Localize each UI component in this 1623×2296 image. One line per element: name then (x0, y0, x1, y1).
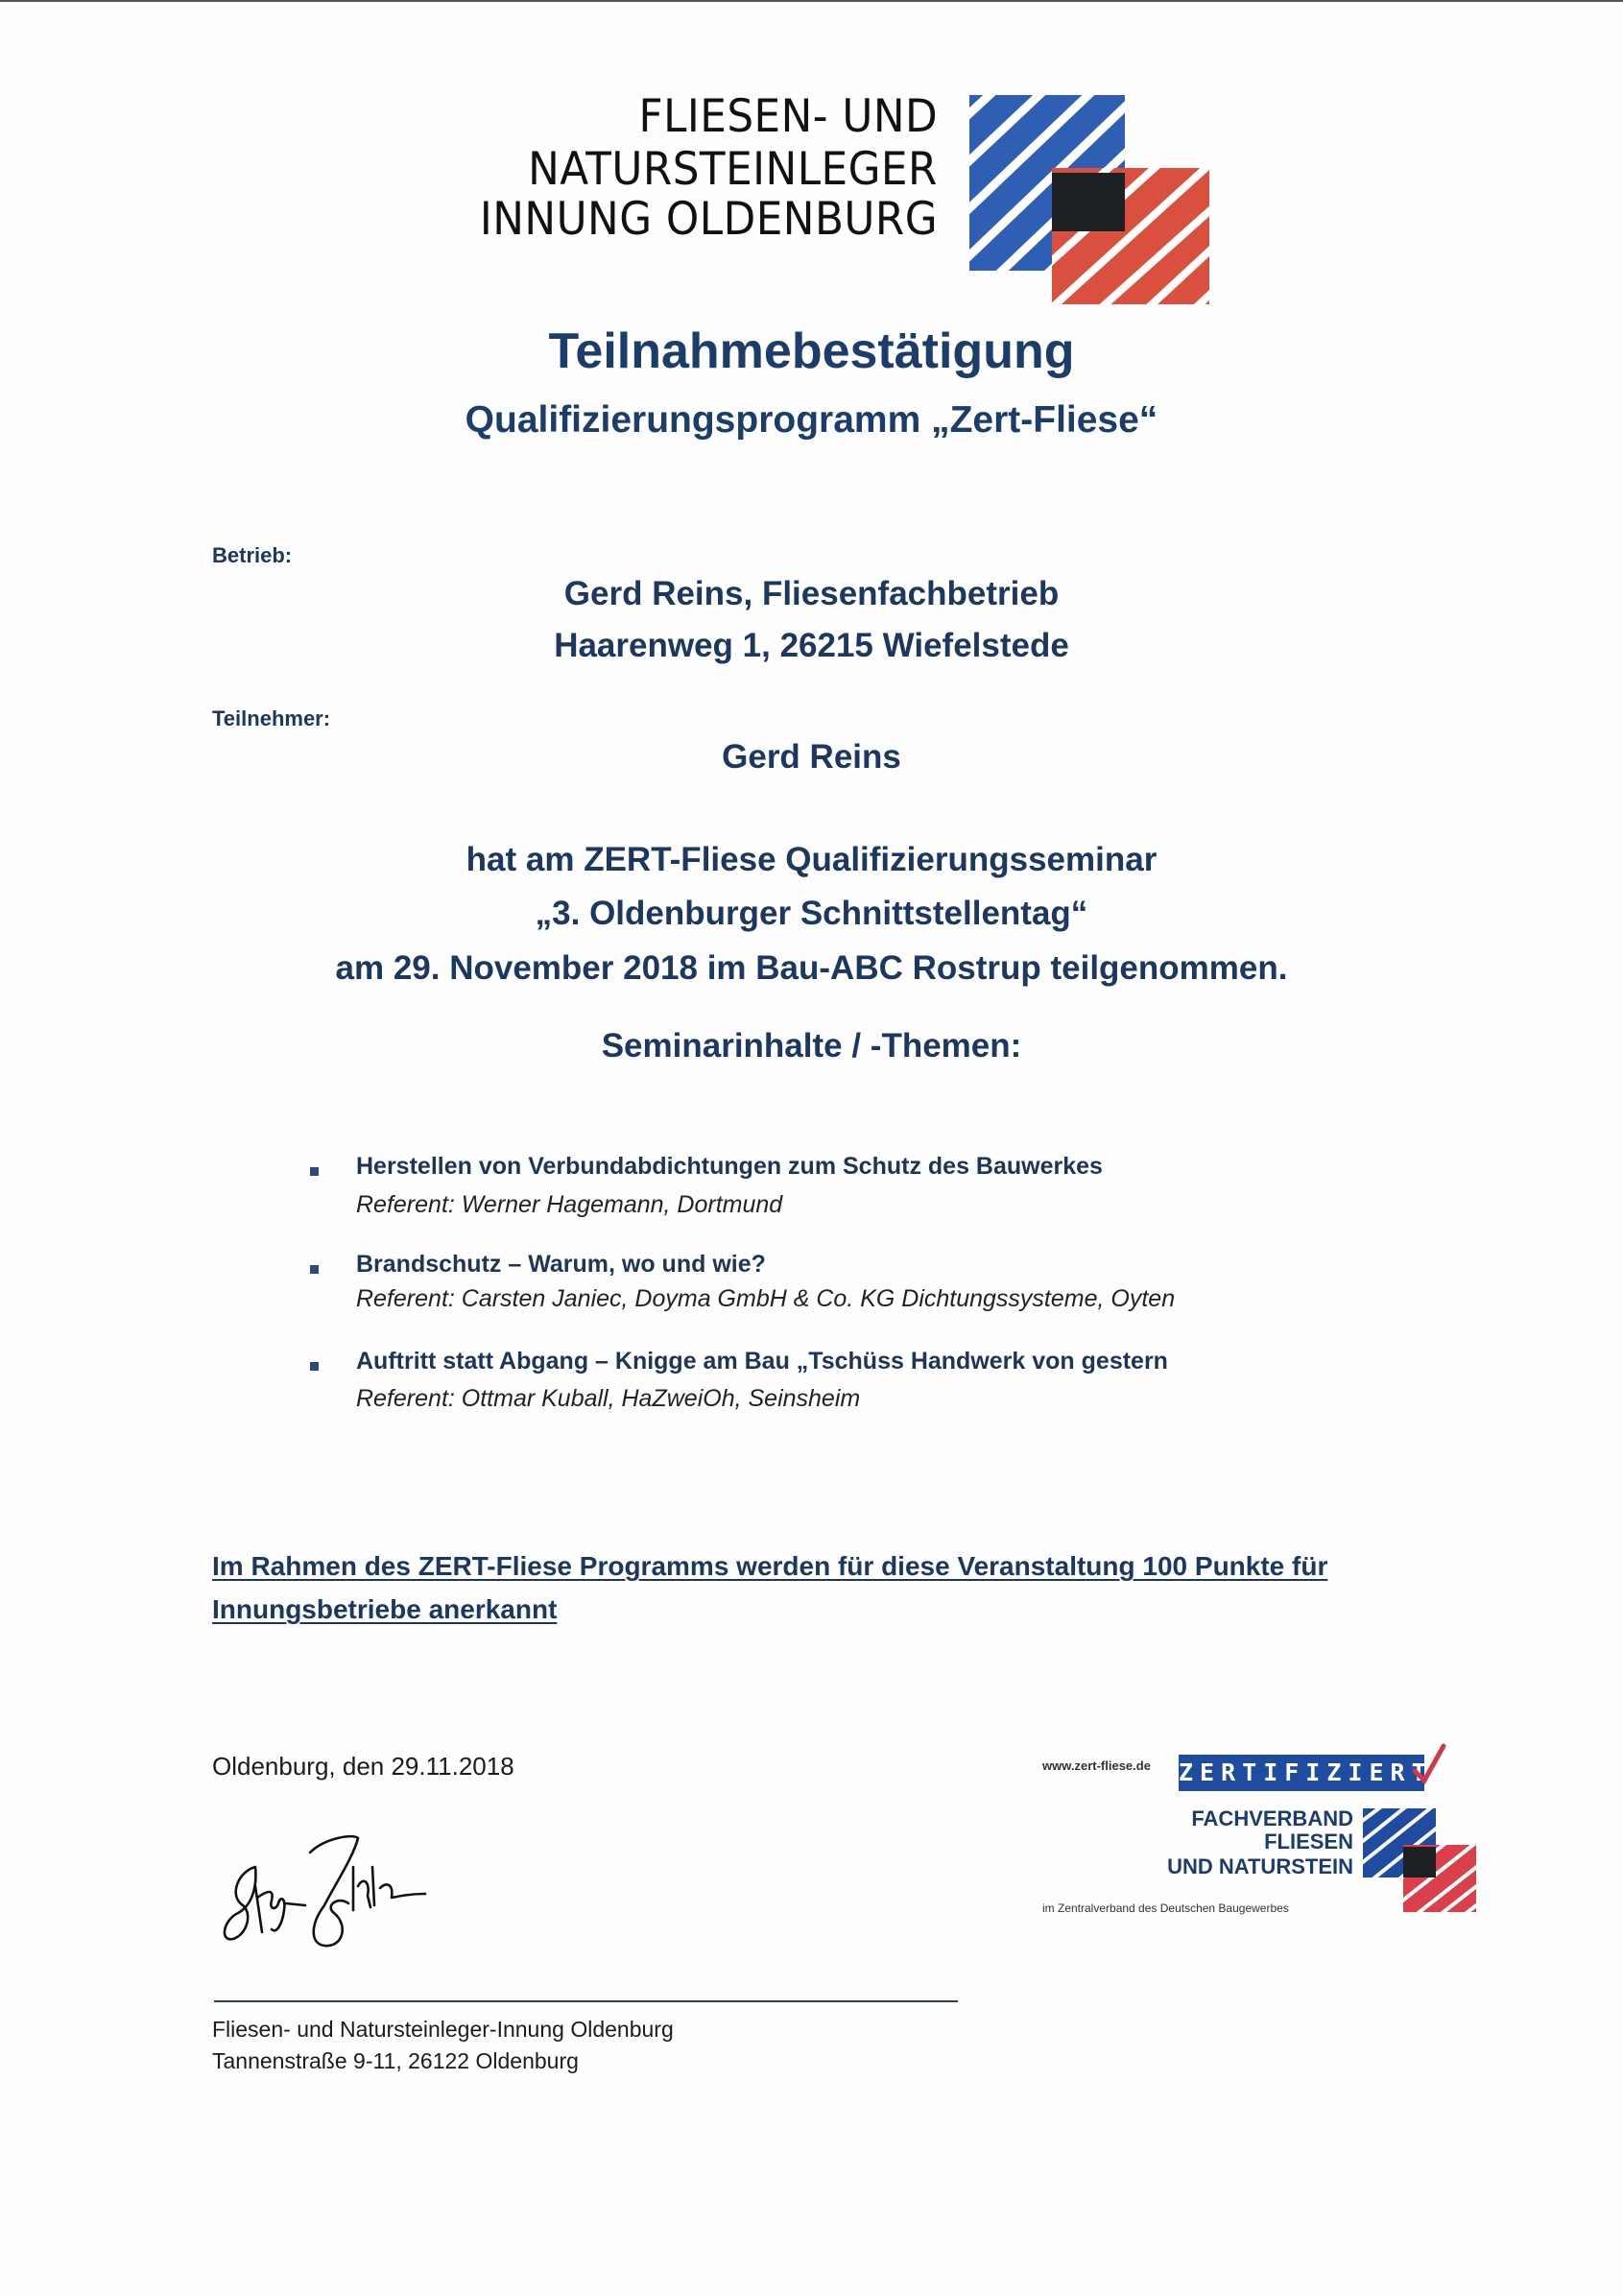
fachverband-line-1: FACHVERBAND (1191, 1806, 1353, 1830)
logo-text-line-3: INNUNG OLDENBURG (479, 193, 938, 246)
bullet-icon (310, 1167, 319, 1176)
company-label: Betrieb: (212, 543, 293, 567)
document-subtitle: Qualifizierungsprogramm „Zert-Fliese“ (465, 399, 1158, 441)
place-date: Oldenburg, den 29.11.2018 (212, 1752, 514, 1781)
participant-label: Teilnehmer: (212, 706, 331, 730)
company-name: Gerd Reins, Fliesenfachbetrieb (563, 575, 1060, 612)
participant-name: Gerd Reins (722, 738, 901, 776)
points-statement-line-2: Innungsbetriebe anerkannt (212, 1594, 558, 1624)
zert-url: www.zert-fliese.de (1042, 1758, 1151, 1773)
topic-title-3: Auftritt statt Abgang – Knigge am Bau „Tschüss Handwerk von gestern (356, 1348, 1168, 1375)
checkmark-icon (1409, 1742, 1447, 1785)
points-statement-line-1: Im Rahmen des ZERT-Fliese Programms werden für diese Veranstaltung 100 Punkte für (212, 1551, 1328, 1581)
fachverband-logo-icon (1363, 1808, 1476, 1914)
topic-referent-2: Referent: Carsten Janiec, Doyma GmbH & Co. KG Dichtungssysteme, Oyten (356, 1285, 1176, 1312)
footer-org-name: Fliesen- und Natursteinleger-Innung Oldenburg (212, 2017, 674, 2042)
confirmation-line-3: am 29. November 2018 im Bau-ABC Rostrup teilgenommen. (335, 949, 1288, 987)
topic-referent-3: Referent: Ottmar Kuball, HaZweiOh, Seinsheim (356, 1385, 861, 1412)
bullet-icon (310, 1362, 319, 1371)
bullet-icon (310, 1265, 319, 1274)
topic-referent-1: Referent: Werner Hagemann, Dortmund (356, 1191, 783, 1218)
company-address: Haarenweg 1, 26215 Wiefelstede (554, 627, 1069, 664)
signature-image (219, 1829, 507, 1958)
zentralverband-text: im Zentralverband des Deutschen Baugewerbes (1042, 1901, 1289, 1915)
fachverband-line-2: FLIESEN (1264, 1830, 1353, 1854)
zertifiziert-badge: ZERTIFIZIERT (1179, 1755, 1424, 1791)
logo-text-line-2: NATURSTEINLEGER (528, 143, 938, 196)
document-title: Teilnahmebestätigung (548, 323, 1075, 379)
topic-title-1: Herstellen von Verbundabdichtungen zum Schutz des Bauwerkes (356, 1153, 1103, 1180)
logo-text-line-1: FLIESEN- UND (638, 90, 938, 143)
fachverband-line-3: UND NATURSTEIN (1167, 1854, 1353, 1878)
footer-address: Tannenstraße 9-11, 26122 Oldenburg (212, 2048, 579, 2073)
innung-logo-icon (967, 93, 1213, 308)
confirmation-line-2: „3. Oldenburger Schnittstellentag“ (535, 895, 1088, 932)
topic-title-2: Brandschutz – Warum, wo und wie? (356, 1251, 766, 1278)
confirmation-line-1: hat am ZERT-Fliese Qualifizierungsseminar (465, 841, 1158, 878)
topics-heading: Seminarinhalte / -Themen: (601, 1027, 1022, 1064)
signature-line (214, 2000, 958, 2002)
page-top-border (0, 0, 1623, 2)
